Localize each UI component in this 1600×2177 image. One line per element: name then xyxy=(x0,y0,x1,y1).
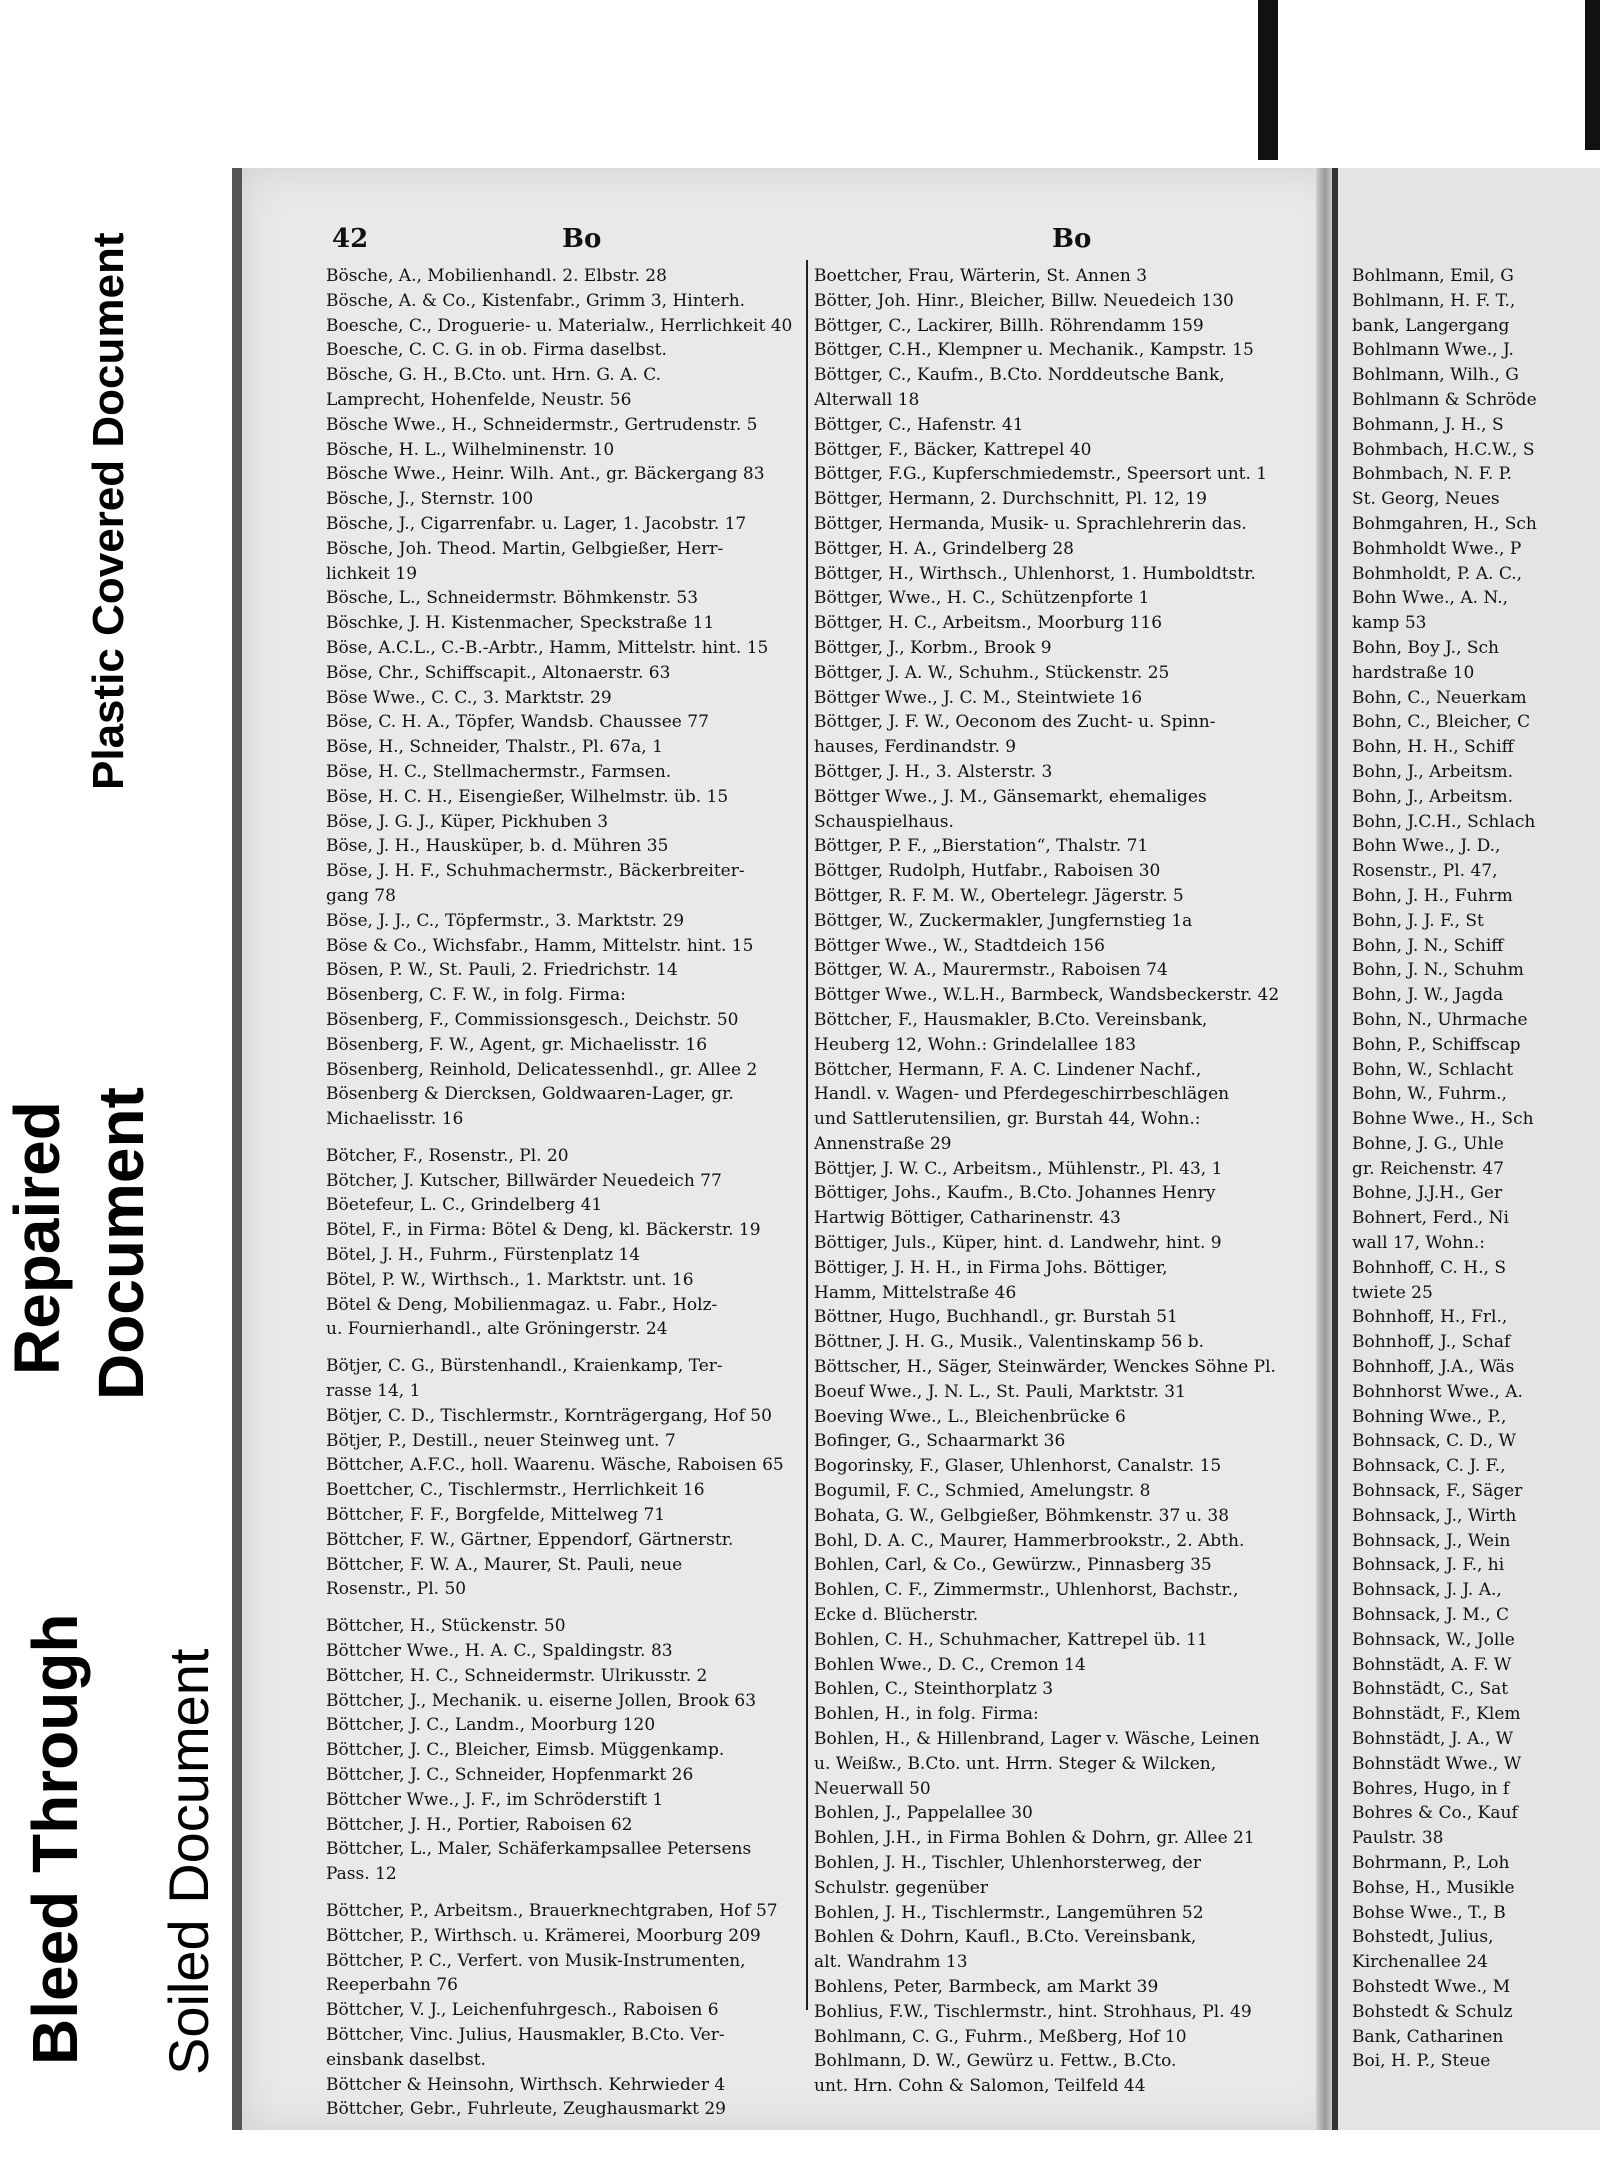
directory-entry: einsbank daselbst. xyxy=(326,2049,486,2070)
directory-entry: Böttger, Hermanda, Musik- u. Sprachlehrerin das. xyxy=(814,513,1247,534)
directory-entry: Böse, H. C. H., Eisengießer, Wilhelmstr. üb. 15 xyxy=(326,786,729,807)
directory-entry: u. Weißw., B.Cto. unt. Hrrn. Steger & Wilcken, xyxy=(814,1753,1217,1774)
directory-entry: Bohne Wwe., H., Sch xyxy=(1352,1109,1534,1130)
directory-column-left xyxy=(326,264,804,2122)
label-plastic-covered: Plastic Covered Document xyxy=(84,232,133,790)
directory-entry: Bohstedt Wwe., M xyxy=(1352,1976,1511,1997)
directory-entry: Böttcher, Hermann, F. A. C. Lindener Nachf., xyxy=(814,1059,1202,1080)
directory-entry: Böttiger, Juls., Küper, hint. d. Landwehr, hint. 9 xyxy=(814,1233,1222,1254)
directory-entry: Böttger, C., Kaufm., B.Cto. Norddeutsche Bank, xyxy=(814,365,1225,386)
directory-entry: Bohn, J. N., Schiff xyxy=(1352,935,1504,956)
directory-entry: Böttscher, H., Säger, Steinwärder, Wenckes Söhne Pl. xyxy=(814,1357,1276,1378)
label-repaired: Repaired xyxy=(1,1101,73,1375)
directory-entry: Bohlmann Wwe., J. xyxy=(1352,340,1514,361)
directory-entry: Bötjer, P., Destill., neuer Steinweg unt. 7 xyxy=(326,1430,676,1451)
directory-entry: Bank, Catharinen xyxy=(1352,2026,1504,2047)
directory-entry: Böse, Chr., Schiffscapit., Altonaerstr. 63 xyxy=(326,662,671,683)
directory-entry: Bohlen, C., Steinthorplatz 3 xyxy=(814,1679,1054,1700)
directory-entry: hardstraße 10 xyxy=(1352,662,1475,683)
directory-entry: Bohmann, J. H., S xyxy=(1352,414,1504,435)
entry-gap xyxy=(326,1132,804,1144)
directory-entry: Böttger, J., Korbm., Brook 9 xyxy=(814,637,1052,658)
directory-entry: Böttger Wwe., W.L.H., Barmbeck, Wandsbeckerstr. 42 xyxy=(814,985,1280,1006)
directory-entry: Bohmgahren, H., Sch xyxy=(1352,513,1537,534)
directory-entry: Bötel, F., in Firma: Bötel & Deng, kl. Bäckerstr. 19 xyxy=(326,1220,761,1241)
directory-entry: Böttger, H. A., Grindelberg 28 xyxy=(814,538,1074,559)
directory-entry: Bohnsack, J., Wein xyxy=(1352,1530,1511,1551)
directory-entry: Bofinger, G., Schaarmarkt 36 xyxy=(814,1431,1066,1452)
directory-entry: Bohlius, F.W., Tischlermstr., hint. Strohhaus, Pl. 49 xyxy=(814,2001,1252,2022)
directory-entry: alt. Wandrahm 13 xyxy=(814,1952,968,1973)
directory-entry: Bohning Wwe., P., xyxy=(1352,1406,1507,1427)
directory-entry: Hartwig Böttiger, Catharinenstr. 43 xyxy=(814,1208,1121,1229)
directory-entry: Bösche, J., Cigarrenfabr. u. Lager, 1. Jacobstr. 17 xyxy=(326,513,747,534)
directory-entry: Böttger, F., Bäcker, Kattrepel 40 xyxy=(814,439,1092,460)
directory-entry: Bohnsack, W., Jolle xyxy=(1352,1629,1515,1650)
book-page xyxy=(232,168,1340,2130)
directory-entry: Böttiger, J. H. H., in Firma Johs. Böttiger, xyxy=(814,1257,1168,1278)
page-number: 42 xyxy=(332,224,369,254)
directory-entry: Bohlen, J.H., in Firma Bohlen & Dohrn, gr. Allee 21 xyxy=(814,1828,1255,1849)
directory-entry: Böetefeur, L. C., Grindelberg 41 xyxy=(326,1195,603,1216)
directory-entry: Bohres, Hugo, in f xyxy=(1352,1778,1510,1799)
directory-entry: Böttcher, J. H., Portier, Raboisen 62 xyxy=(326,1814,633,1835)
directory-entry: Bogorinsky, F., Glaser, Uhlenhorst, Canalstr. 15 xyxy=(814,1456,1222,1477)
entry-gap xyxy=(326,1887,804,1899)
label-bleed-through: Bleed Through xyxy=(19,1613,91,2065)
directory-entry: Bösche, L., Schneidermstr. Böhmkenstr. 53 xyxy=(326,588,699,609)
directory-entry: Böttger, W., Zuckermakler, Jungfernstieg 1a xyxy=(814,910,1193,931)
directory-entry: Bohstedt, Julius, xyxy=(1352,1927,1494,1948)
directory-entry: Böttcher, V. J., Leichenfuhrgesch., Raboisen 6 xyxy=(326,2000,719,2021)
scan-edge-shadow-right xyxy=(1585,0,1600,150)
directory-entry: unt. Hrn. Cohn & Salomon, Teilfeld 44 xyxy=(814,2076,1146,2097)
directory-entry: twiete 25 xyxy=(1352,1282,1433,1303)
directory-entry: Bohne, J. G., Uhle xyxy=(1352,1133,1504,1154)
entry-gap xyxy=(326,1342,804,1354)
directory-entry: Bösche Wwe., H., Schneidermstr., Gertrudenstr. 5 xyxy=(326,414,758,435)
directory-entry: Bohnstädt, C., Sat xyxy=(1352,1679,1509,1700)
directory-entry: Bogumil, F. C., Schmied, Amelungstr. 8 xyxy=(814,1481,1151,1502)
directory-entry: Bohrmann, P., Loh xyxy=(1352,1853,1510,1873)
directory-column-right xyxy=(1352,264,1537,2074)
directory-entry: Böttger, J. F. W., Oeconom des Zucht- u. Spinn- xyxy=(814,712,1216,733)
directory-entry: lichkeit 19 xyxy=(326,563,418,584)
directory-entry: Böse, J. G. J., Küper, Pickhuben 3 xyxy=(326,811,609,832)
directory-entry: gr. Reichenstr. 47 xyxy=(1352,1158,1504,1179)
directory-entry: Böttcher, P., Wirthsch. u. Krämerei, Moorburg 209 xyxy=(326,1925,761,1946)
directory-entry: Bohnsack, J. M., C xyxy=(1352,1605,1510,1626)
directory-entry: Boesche, C., Droguerie- u. Materialw., Herrlichkeit 40 xyxy=(326,315,793,336)
directory-entry: Bohlen & Dohrn, Kaufl., B.Cto. Vereinsbank, xyxy=(814,1927,1197,1948)
directory-entry: Bösche, A. & Co., Kistenfabr., Grimm 3, Hinterh. xyxy=(326,290,746,311)
directory-entry: Bohlen, H., in folg. Firma: xyxy=(814,1704,1039,1725)
directory-entry: Boi, H. P., Steue xyxy=(1352,2051,1491,2072)
directory-entry: Bohlmann, Wilh., G xyxy=(1352,365,1519,386)
directory-entry: Böttcher, A.F.C., holl. Waarenu. Wäsche, Raboisen 65 xyxy=(326,1455,784,1476)
directory-entry: Böttger, P. F., „Bierstation“, Thalstr. 71 xyxy=(814,836,1149,857)
directory-entry: Böse, H. C., Stellmachermstr., Farmsen. xyxy=(326,761,672,782)
directory-entry: Bösen, P. W., St. Pauli, 2. Friedrichstr. 14 xyxy=(326,960,678,981)
directory-entry: Bohmholdt Wwe., P xyxy=(1352,538,1522,559)
directory-entry: Boesche, C. C. G. in ob. Firma daselbst. xyxy=(326,340,667,361)
directory-entry: Böttger, F.G., Kupferschmiedemstr., Speersort unt. 1 xyxy=(814,464,1268,485)
directory-entry: Bohlmann, C. G., Fuhrm., Meßberg, Hof 10 xyxy=(814,2026,1187,2047)
label-repaired-document: Document xyxy=(85,1087,157,1400)
directory-entry: Bohnhoff, H., Frl., xyxy=(1352,1307,1508,1328)
directory-entry: gang 78 xyxy=(326,885,396,906)
directory-entry: Alterwall 18 xyxy=(814,389,920,410)
directory-entry: Bohse, H., Musikle xyxy=(1352,1877,1515,1898)
directory-entry: Bösche, A., Mobilienhandl. 2. Elbstr. 28 xyxy=(326,266,667,286)
label-soiled-document: Soiled Document xyxy=(157,1648,220,2075)
directory-entry: Böttger Wwe., J. C. M., Steintwiete 16 xyxy=(814,687,1143,708)
directory-entry: Schulstr. gegenüber xyxy=(814,1877,988,1898)
directory-entry: wall 17, Wohn.: xyxy=(1352,1233,1485,1254)
directory-entry: Bohse Wwe., T., B xyxy=(1352,1902,1506,1923)
directory-entry: bank, Langergang xyxy=(1352,315,1510,336)
directory-entry: Bohnhorst Wwe., A. xyxy=(1352,1381,1523,1402)
directory-entry: Bötcher, J. Kutscher, Billwärder Neuedeich 77 xyxy=(326,1170,722,1191)
directory-entry: Böttcher, J. C., Bleicher, Eimsb. Müggenkamp. xyxy=(326,1740,725,1761)
directory-entry: Bohlmann, H. F. T., xyxy=(1352,290,1516,311)
directory-entry: Bösche, G. H., B.Cto. unt. Hrn. G. A. C. xyxy=(326,365,662,386)
directory-entry: Böttcher, Vinc. Julius, Hausmakler, B.Cto. Ver- xyxy=(326,2024,725,2045)
directory-entry: Bösenberg & Diercksen, Goldwaaren-Lager, gr. xyxy=(326,1084,734,1105)
directory-entry: Bohmholdt, P. A. C., xyxy=(1352,563,1523,584)
directory-entry: Bösenberg, F., Commissionsgesch., Deichstr. 50 xyxy=(326,1009,739,1030)
directory-entry: Böttcher, J. C., Landm., Moorburg 120 xyxy=(326,1715,656,1736)
directory-entry: Schauspielhaus. xyxy=(814,811,954,832)
directory-entry: Bohres & Co., Kauf xyxy=(1352,1803,1518,1824)
directory-entry: Bösche Wwe., Heinr. Wilh. Ant., gr. Bäckergang 83 xyxy=(326,464,765,485)
directory-entry: Bohnstädt, A. F. W xyxy=(1352,1654,1512,1675)
directory-entry: Bohlen, J., Pappelallee 30 xyxy=(814,1803,1033,1824)
directory-entry: Bohstedt & Schulz xyxy=(1352,2001,1513,2022)
directory-entry: Böttcher, H., Stückenstr. 50 xyxy=(326,1616,566,1637)
directory-entry: Böse & Co., Wichsfabr., Hamm, Mittelstr. hint. 15 xyxy=(326,935,754,956)
directory-entry: Bohnhoff, J., Schaf xyxy=(1352,1332,1511,1353)
directory-entry: Bohn Wwe., A. N., xyxy=(1352,588,1509,609)
directory-entry: St. Georg, Neues xyxy=(1352,489,1500,510)
directory-entry: Bohn, H. H., Schiff xyxy=(1352,737,1514,758)
directory-entry: Bohl, D. A. C., Maurer, Hammerbrookstr., 2. Abth. xyxy=(814,1530,1245,1551)
directory-entry: Böse, J. J., C., Töpfermstr., 3. Marktstr. 29 xyxy=(326,910,685,931)
directory-entry: Bohlen, C. F., Zimmermstr., Uhlenhorst, Bachstr., xyxy=(814,1580,1239,1601)
directory-entry: Böse, J. H., Hausküper, b. d. Mühren 35 xyxy=(326,836,669,857)
directory-entry: Bohlen Wwe., D. C., Cremon 14 xyxy=(814,1654,1086,1675)
directory-entry: Böttcher, L., Maler, Schäferkampsallee Petersens xyxy=(326,1839,752,1860)
directory-entry: Bösche, Joh. Theod. Martin, Gelbgießer, Herr- xyxy=(326,538,724,559)
directory-entry: Pass. 12 xyxy=(326,1864,397,1885)
directory-entry: Rosenstr., Pl. 50 xyxy=(326,1579,467,1600)
directory-entry: Bohn Wwe., J. D., xyxy=(1352,836,1501,857)
directory-entry: Bohn, W., Fuhrm., xyxy=(1352,1084,1507,1105)
directory-entry: Böttger Wwe., W., Stadtdeich 156 xyxy=(814,935,1105,956)
directory-entry: Bohnsack, J. F., hi xyxy=(1352,1555,1505,1576)
directory-entry: Bötel & Deng, Mobilienmagaz. u. Fabr., Holz- xyxy=(326,1294,718,1315)
directory-entry: Bohlmann & Schröde xyxy=(1352,389,1537,410)
directory-entry: Heuberg 12, Wohn.: Grindelallee 183 xyxy=(814,1034,1137,1055)
directory-entry: Böttjer, J. W. C., Arbeitsm., Mühlenstr., Pl. 43, 1 xyxy=(814,1158,1223,1179)
running-head-right: Bo xyxy=(1052,224,1092,254)
directory-entry: Bohlen, J. H., Tischlermstr., Langemühren 52 xyxy=(814,1902,1204,1923)
directory-entry: Böttcher, F. W. A., Maurer, St. Pauli, neue xyxy=(326,1554,683,1575)
directory-entry: Böse, H., Schneider, Thalstr., Pl. 67a, 1 xyxy=(326,737,663,758)
directory-entry: Bohlen, Carl, & Co., Gewürzw., Pinnasberg 35 xyxy=(814,1555,1212,1576)
directory-entry: Böttger, Rudolph, Hutfabr., Raboisen 30 xyxy=(814,861,1161,882)
directory-entry: Böttcher, P. C., Verfert. von Musik-Instrumenten, xyxy=(326,1950,746,1971)
directory-entry: Böse, A.C.L., C.-B.-Arbtr., Hamm, Mittelstr. hint. 15 xyxy=(326,637,769,658)
directory-entry: Bohnhoff, C. H., S xyxy=(1352,1257,1506,1278)
directory-entry: Böttcher Wwe., J. F., im Schröderstift 1 xyxy=(326,1789,664,1810)
directory-entry: Hamm, Mittelstraße 46 xyxy=(814,1282,1017,1303)
directory-entry: und Sattlerutensilien, gr. Burstah 44, Wohn.: xyxy=(814,1109,1201,1130)
directory-entry: rasse 14, 1 xyxy=(326,1381,421,1402)
directory-entry: Böse Wwe., C. C., 3. Marktstr. 29 xyxy=(326,687,612,708)
directory-entry: Böttger, C., Hafenstr. 41 xyxy=(814,414,1024,435)
directory-entry: Bohlens, Peter, Barmbeck, am Markt 39 xyxy=(814,1976,1159,1997)
entry-gap xyxy=(326,1602,804,1614)
directory-entry: Bohn, J. H., Fuhrm xyxy=(1352,885,1513,906)
directory-entry: Bohmbach, N. F. P. xyxy=(1352,464,1513,485)
directory-entry: Kirchenallee 24 xyxy=(1352,1952,1488,1973)
directory-entry: Bohlen, J. H., Tischler, Uhlenhorsterweg, der xyxy=(814,1853,1201,1873)
directory-entry: Böttcher, J. C., Schneider, Hopfenmarkt 26 xyxy=(326,1765,694,1786)
directory-entry: Bötel, J. H., Fuhrm., Fürstenplatz 14 xyxy=(326,1245,641,1266)
directory-entry: Bohn, J., Arbeitsm. xyxy=(1352,786,1514,807)
directory-entry: Bohnstädt, J. A., W xyxy=(1352,1729,1514,1750)
directory-entry: Bösenberg, F. W., Agent, gr. Michaelisstr. 16 xyxy=(326,1034,708,1055)
directory-entry: Bohn, Boy J., Sch xyxy=(1352,637,1499,658)
directory-entry: Bohnsack, F., Säger xyxy=(1352,1481,1523,1502)
directory-entry: Böttger, J. H., 3. Alsterstr. 3 xyxy=(814,761,1053,782)
directory-entry: Boeving Wwe., L., Bleichenbrücke 6 xyxy=(814,1406,1126,1427)
directory-entry: Bohn, W., Schlacht xyxy=(1352,1059,1514,1080)
directory-entry: Bohn, C., Neuerkam xyxy=(1352,687,1527,708)
directory-entry: Böttger, W. A., Maurermstr., Raboisen 74 xyxy=(814,960,1168,981)
directory-entry: Bohmbach, H.C.W., S xyxy=(1352,439,1535,460)
directory-entry: Bohnert, Ferd., Ni xyxy=(1352,1208,1509,1229)
directory-entry: Böse, C. H. A., Töpfer, Wandsb. Chaussee 77 xyxy=(326,712,709,733)
directory-entry: Bötel, P. W., Wirthsch., 1. Marktstr. unt. 16 xyxy=(326,1269,694,1290)
directory-entry: Böttger Wwe., J. M., Gänsemarkt, ehemaliges xyxy=(814,786,1207,807)
directory-entry: Böttcher & Heinsohn, Wirthsch. Kehrwieder 4 xyxy=(326,2074,726,2095)
label-strip-plastic xyxy=(60,160,190,810)
directory-entry: Bohnsack, J. J. A., xyxy=(1352,1580,1502,1601)
directory-entry: Bohn, J. W., Jagda xyxy=(1352,985,1504,1006)
directory-entry: Boettcher, Frau, Wärterin, St. Annen 3 xyxy=(814,266,1148,286)
directory-entry: Bohnsack, J., Wirth xyxy=(1352,1505,1517,1526)
directory-entry: Bohnsack, C. J. F., xyxy=(1352,1456,1506,1477)
directory-entry: Bohn, C., Bleicher, C xyxy=(1352,712,1531,733)
directory-entry: Bohlmann, Emil, G xyxy=(1352,266,1514,286)
directory-entry: Boeuf Wwe., J. N. L., St. Pauli, Marktstr. 31 xyxy=(814,1381,1186,1402)
running-head-left: Bo xyxy=(562,224,602,254)
directory-entry: Neuerwall 50 xyxy=(814,1778,931,1799)
directory-entry: Handl. v. Wagen- und Pferdegeschirrbeschlägen xyxy=(814,1084,1230,1105)
directory-entry: Bohn, J. J. F., St xyxy=(1352,910,1484,931)
directory-entry: Bohn, J.C.H., Schlach xyxy=(1352,811,1536,832)
directory-entry: Böttcher, F. W., Gärtner, Eppendorf, Gärtnerstr. xyxy=(326,1529,734,1550)
directory-entry: Annenstraße 29 xyxy=(814,1133,952,1154)
directory-entry: Böttcher, H. C., Schneidermstr. Ulrikusstr. 2 xyxy=(326,1665,708,1686)
directory-entry: Paulstr. 38 xyxy=(1352,1828,1444,1849)
directory-entry: Boettcher, C., Tischlermstr., Herrlichkeit 16 xyxy=(326,1480,705,1501)
directory-entry: Bohn, J. N., Schuhm xyxy=(1352,960,1524,981)
book-page-right xyxy=(1332,168,1600,2130)
directory-entry: Bohnstädt Wwe., W xyxy=(1352,1753,1522,1774)
directory-entry: hauses, Ferdinandstr. 9 xyxy=(814,737,1017,758)
directory-entry: Böttner, Hugo, Buchhandl., gr. Burstah 51 xyxy=(814,1307,1178,1328)
directory-entry: u. Fournierhandl., alte Gröningerstr. 24 xyxy=(326,1319,668,1340)
directory-entry: Bösche, J., Sternstr. 100 xyxy=(326,489,534,510)
directory-entry: Böttger, R. F. M. W., Obertelegr. Jägerstr. 5 xyxy=(814,885,1184,906)
directory-entry: Böttcher, J., Mechanik. u. eiserne Jollen, Brook 63 xyxy=(326,1690,757,1711)
directory-entry: Bohlen, C. H., Schuhmacher, Kattrepel üb. 11 xyxy=(814,1629,1208,1650)
scan-edge-shadow xyxy=(1258,0,1278,160)
directory-entry: Böttger, C., Lackirer, Billh. Röhrendamm 159 xyxy=(814,315,1204,336)
directory-entry: Böttger, Wwe., H. C., Schützenpforte 1 xyxy=(814,588,1150,609)
directory-entry: Böttcher, F. F., Borgfelde, Mittelweg 71 xyxy=(326,1505,666,1526)
directory-entry: Böttger, C.H., Klempner u. Mechanik., Kampstr. 15 xyxy=(814,340,1254,361)
directory-entry: Bohlen, H., & Hillenbrand, Lager v. Wäsche, Leinen xyxy=(814,1729,1260,1750)
directory-entry: Böttger, Hermann, 2. Durchschnitt, Pl. 12, 19 xyxy=(814,489,1207,510)
directory-entry: Bötcher, F., Rosenstr., Pl. 20 xyxy=(326,1145,569,1166)
directory-entry: Rosenstr., Pl. 47, xyxy=(1352,861,1498,882)
directory-entry: kamp 53 xyxy=(1352,613,1427,634)
directory-entry: Ecke d. Blücherstr. xyxy=(814,1605,979,1626)
directory-entry: Bohne, J.J.H., Ger xyxy=(1352,1183,1503,1204)
directory-entry: Bösenberg, C. F. W., in folg. Firma: xyxy=(326,985,626,1006)
directory-entry: Bötjer, C. D., Tischlermstr., Kornträgergang, Hof 50 xyxy=(326,1405,772,1426)
directory-entry: Bohn, J., Arbeitsm. xyxy=(1352,761,1514,782)
directory-entry: Bötjer, C. G., Bürstenhandl., Kraienkamp, Ter- xyxy=(326,1356,723,1377)
directory-entry: Böttcher, Gebr., Fuhrleute, Zeughausmarkt 29 xyxy=(326,2099,726,2120)
directory-entry: Bohnstädt, F., Klem xyxy=(1352,1704,1521,1725)
directory-entry: Böttcher Wwe., H. A. C., Spaldingstr. 83 xyxy=(326,1641,673,1662)
directory-entry: Böttger, H., Wirthsch., Uhlenhorst, 1. Humboldtstr. xyxy=(814,563,1256,584)
directory-entry: Bötter, Joh. Hinr., Bleicher, Billw. Neuedeich 130 xyxy=(814,290,1234,311)
directory-entry: Böttger, H. C., Arbeitsm., Moorburg 116 xyxy=(814,613,1163,634)
directory-entry: Böse, J. H. F., Schuhmachermstr., Bäckerbreiter- xyxy=(326,861,745,882)
directory-column-middle xyxy=(814,264,1336,2099)
directory-entry: Bohn, N., Uhrmache xyxy=(1352,1009,1528,1030)
directory-entry: Bohnsack, C. D., W xyxy=(1352,1431,1517,1452)
directory-entry: Böttger, J. A. W., Schuhm., Stückenstr. 25 xyxy=(814,662,1170,683)
directory-entry: Bohata, G. W., Gelbgießer, Böhmkenstr. 37 u. 38 xyxy=(814,1505,1230,1526)
directory-entry: Bösenberg, Reinhold, Delicatessenhdl., gr. Allee 2 xyxy=(326,1059,758,1080)
directory-entry: Reeperbahn 76 xyxy=(326,1975,458,1996)
directory-entry: Bohlmann, D. W., Gewürz u. Fettw., B.Cto. xyxy=(814,2051,1177,2072)
directory-entry: Böttcher, F., Hausmakler, B.Cto. Vereinsbank, xyxy=(814,1009,1208,1030)
column-divider xyxy=(806,260,808,2010)
directory-entry: Böttner, J. H. G., Musik., Valentinskamp 56 b. xyxy=(814,1332,1205,1353)
directory-entry: Böschke, J. H. Kistenmacher, Speckstraße 11 xyxy=(326,613,715,634)
directory-entry: Bohn, P., Schiffscap xyxy=(1352,1034,1521,1055)
directory-entry: Böttcher, P., Arbeitsm., Brauerknechtgraben, Hof 57 xyxy=(326,1901,778,1921)
directory-entry: Michaelisstr. 16 xyxy=(326,1109,464,1130)
directory-entry: Lamprecht, Hohenfelde, Neustr. 56 xyxy=(326,389,632,410)
directory-entry: Bösche, H. L., Wilhelminenstr. 10 xyxy=(326,439,615,460)
directory-entry: Bohnhoff, J.A., Wäs xyxy=(1352,1357,1515,1378)
directory-entry: Böttiger, Johs., Kaufm., B.Cto. Johannes Henry xyxy=(814,1183,1216,1204)
